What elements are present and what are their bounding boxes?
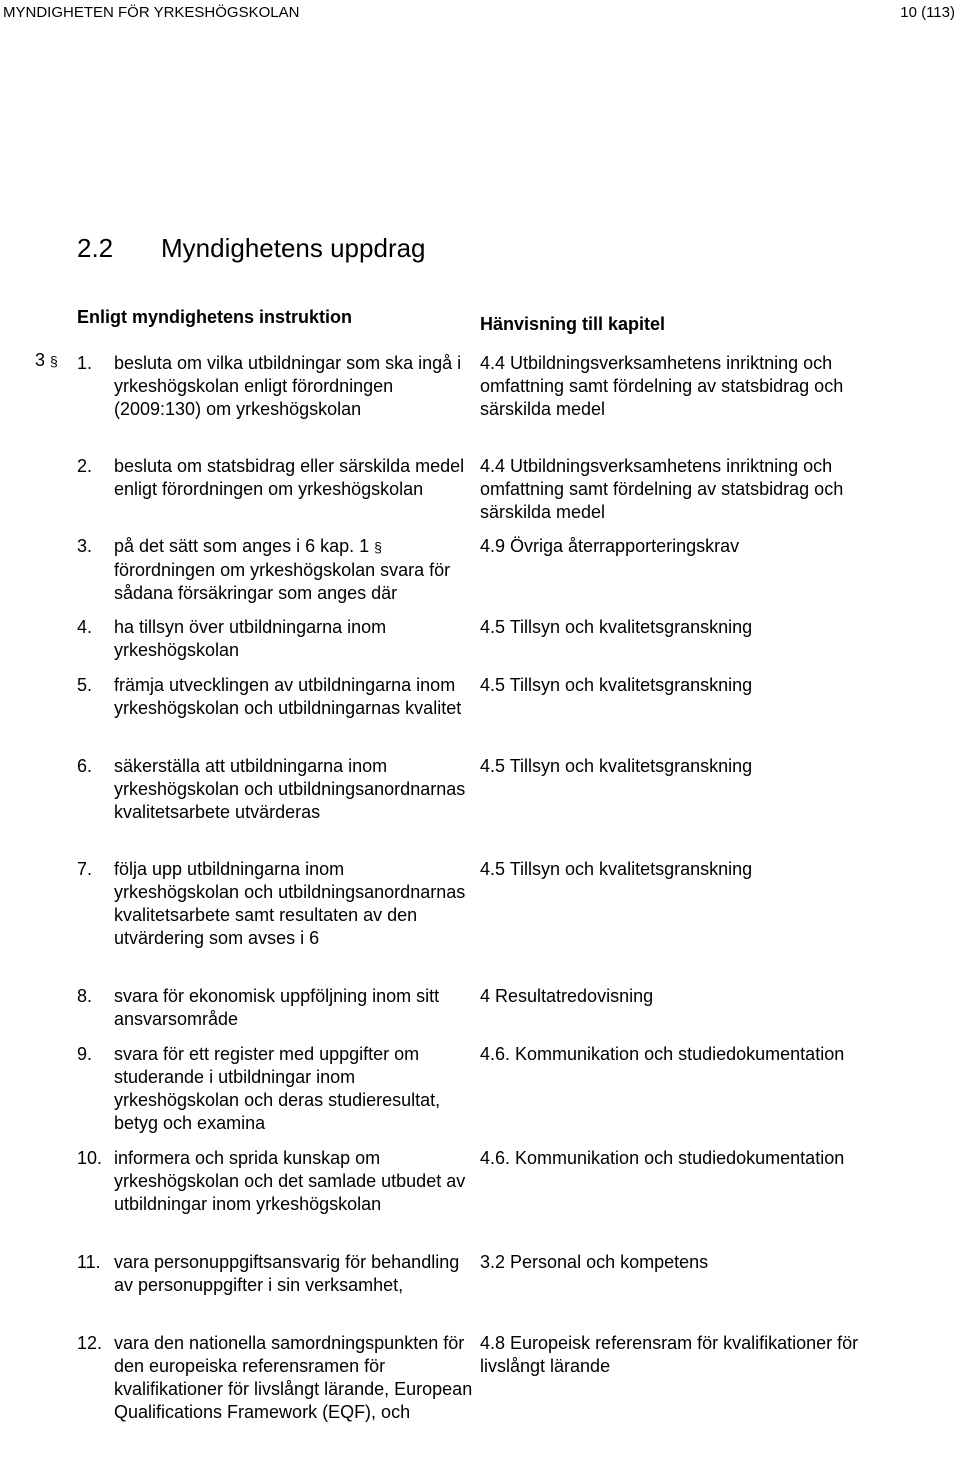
item-number: 11. <box>77 1252 101 1272</box>
paragraph-number: 3 <box>35 350 46 370</box>
item-text: svara för ekonomisk uppföljning inom sitt ansvarsområde <box>114 986 440 1029</box>
item-reference: 4.9 Övriga återrapporteringskrav <box>480 536 740 556</box>
section-number: 2.2 <box>77 233 114 263</box>
item-reference: 4.6. Kommunikation och studiedokumentation <box>480 1148 845 1168</box>
section-title: Myndighetens uppdrag <box>161 233 426 263</box>
paragraph-reference <box>35 350 58 371</box>
item-reference: 4.6. Kommunikation och studiedokumentation <box>480 1044 845 1064</box>
item-reference: 4.5 Tillsyn och kvalitetsgranskning <box>480 675 753 695</box>
item-text: på det sätt som anges i 6 kap. 1 § förordningen om yrkeshögskolan svara för sådana försäkringar som anges där <box>114 536 451 603</box>
page-number: 10 (113) <box>900 4 955 21</box>
item-text: informera och sprida kunskap om yrkeshögskolan och det samlade utbudet av utbildningar inom yrkeshögskolan <box>114 1148 466 1214</box>
item-number: 7. <box>77 859 93 879</box>
section-heading <box>77 233 426 264</box>
item-text: besluta om statsbidrag eller särskilda medel enligt förordningen om yrkeshögskolan <box>114 456 465 499</box>
item-reference: 4.4 Utbildningsverksamhetens inriktning och omfattning samt fördelning av statsbidrag och särskilda medel <box>480 456 844 522</box>
section-sign: § <box>374 539 382 555</box>
item-reference: 4.5 Tillsyn och kvalitetsgranskning <box>480 859 753 879</box>
item-number: 9. <box>77 1044 93 1064</box>
item-number: 6. <box>77 756 93 776</box>
item-number: 3. <box>77 536 93 556</box>
column-header-reference: Hänvisning till kapitel <box>480 314 666 334</box>
item-reference: 4.4 Utbildningsverksamhetens inriktning och omfattning samt fördelning av statsbidrag och särskilda medel <box>480 353 844 419</box>
item-text: följa upp utbildningarna inom yrkeshögskolan och utbildningsanordnarnas kvalitetsarbete samt resultaten av den utvärdering som avses i 6 <box>114 859 466 948</box>
item-reference: 4.5 Tillsyn och kvalitetsgranskning <box>480 756 753 776</box>
item-number: 8. <box>77 986 93 1006</box>
section-sign: § <box>50 353 58 369</box>
item-text: vara den nationella samordningspunkten för den europeiska referensramen för kvalifikationer för livslångt lärande, European Qualifications Framework (EQF), och <box>114 1333 473 1422</box>
column-header-instruction: Enligt myndighetens instruktion <box>77 307 353 327</box>
item-text: främja utvecklingen av utbildningarna inom yrkeshögskolan och utbildningarnas kvalitet <box>114 675 462 718</box>
item-number: 1. <box>77 353 93 373</box>
item-text: besluta om vilka utbildningar som ska ingå i yrkeshögskolan enligt förordningen (2009:130) om yrkeshögskolan <box>114 353 462 419</box>
header-organization: MYNDIGHETEN FÖR YRKESHÖGSKOLAN <box>3 4 300 21</box>
item-text: ha tillsyn över utbildningarna inom yrkeshögskolan <box>114 617 387 660</box>
item-number: 5. <box>77 675 93 695</box>
item-reference: 4 Resultatredovisning <box>480 986 654 1006</box>
item-number: 4. <box>77 617 93 637</box>
item-number: 2. <box>77 456 93 476</box>
item-text: säkerställa att utbildningarna inom yrkeshögskolan och utbildningsanordnarnas kvalitetsarbete utvärderas <box>114 756 466 822</box>
item-text: vara personuppgiftsansvarig för behandling av personuppgifter i sin verksamhet, <box>114 1252 460 1295</box>
item-number: 12. <box>77 1333 103 1353</box>
item-text: svara för ett register med uppgifter om studerande i utbildningar inom yrkeshögskolan och deras studieresultat, betyg och examina <box>114 1044 441 1133</box>
item-reference: 4.8 Europeisk referensram för kvalifikationer för livslångt lärande <box>480 1333 859 1376</box>
item-number: 10. <box>77 1148 103 1168</box>
item-reference: 4.5 Tillsyn och kvalitetsgranskning <box>480 617 753 637</box>
item-reference: 3.2 Personal och kompetens <box>480 1252 709 1272</box>
